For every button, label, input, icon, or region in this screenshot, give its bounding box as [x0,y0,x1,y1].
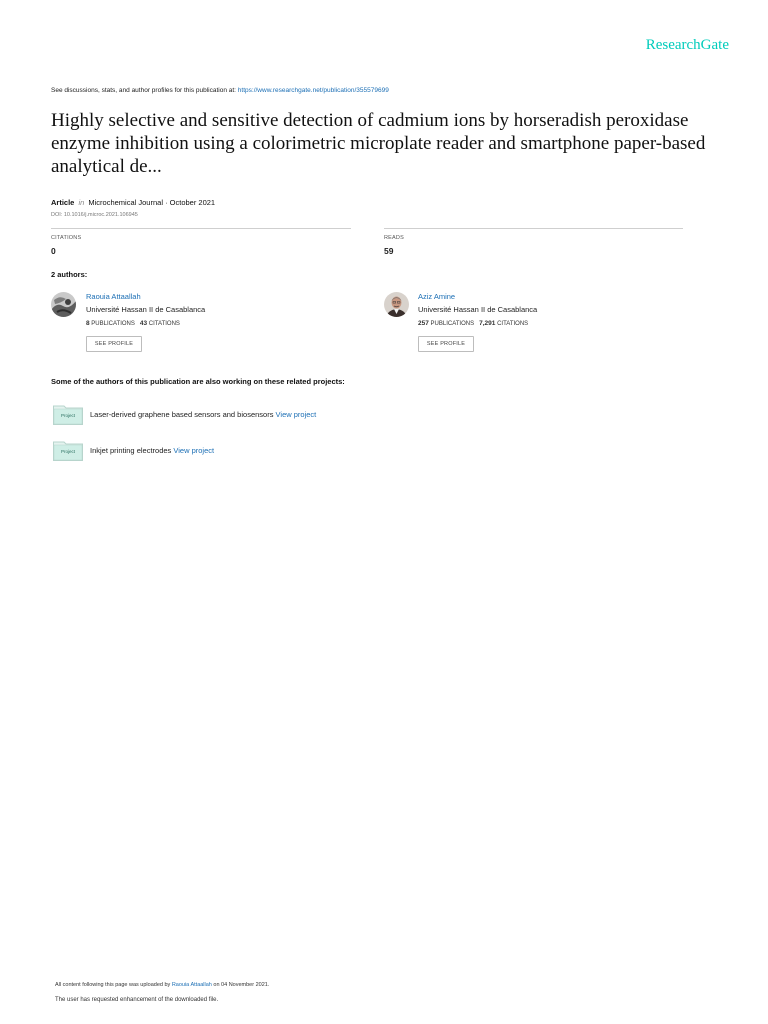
author-stats [418,320,528,327]
project-folder-icon [53,439,83,461]
citations-label: CITATIONS [51,235,82,241]
author-name-link[interactable]: Aziz Amine [418,292,456,301]
see-profile-button[interactable]: SEE PROFILE [418,336,474,352]
citations-value: 0 [51,246,56,256]
project-item [90,410,316,419]
enhancement-note: The user has requested enhancement of the downloaded file. [55,997,219,1003]
author-publications-count: 8 [86,320,90,327]
avatar-photo-icon [51,292,76,317]
author-institution: Université Hassan II de Casablanca [86,305,206,314]
publication-title: Highly selective and sensitive detection of cadmium ions by horseradish peroxidase enzyme inhibition using a colorimetric microplate reader and smartphone paper-based analytical de... [51,110,706,177]
reads-value: 59 [384,246,394,256]
see-profile-button[interactable]: SEE PROFILE [86,336,142,352]
author-publications-count: 257 [418,320,429,327]
upload-suffix: on 04 November 2021. [211,982,270,988]
authors-heading: 2 authors: [51,270,88,279]
citations-divider [51,228,351,229]
in-word: in [78,198,85,207]
view-project-link[interactable]: View project [275,410,317,419]
project-icon-label: Project [60,449,75,454]
journal-date: Microchemical Journal · October 2021 [88,198,216,207]
author-avatar[interactable] [51,292,76,317]
researchgate-logo[interactable]: ResearchGate [645,37,729,53]
author-citations-count: 7,291 [479,320,496,327]
upload-prefix: All content following this page was uploaded by [55,982,172,988]
publication-meta [51,198,215,207]
project-item [90,446,214,455]
doi: DOI: 10.1016/j.microc.2021.106945 [51,212,138,218]
avatar-photo-icon [384,292,409,317]
project-icon-label: Project [60,413,75,418]
uploader-link[interactable]: Raouia Attaallah [171,982,212,988]
reads-divider [384,228,683,229]
author-avatar[interactable] [384,292,409,317]
project-folder-icon [53,403,83,425]
reads-label: READS [384,235,404,241]
upload-note [55,982,269,988]
author-name-link[interactable]: Raouia Attaallah [86,292,141,301]
publication-type: Article [51,198,75,207]
publication-url-link[interactable]: https://www.researchgate.net/publication/355579699 [237,87,389,94]
project-title: Inkjet printing electrodes [90,446,174,455]
author-citations-label: CITATIONS [148,321,180,327]
project-title: Laser-derived graphene based sensors and biosensors [90,410,276,419]
discussion-line [51,87,389,94]
discussion-text: See discussions, stats, and author profiles for this publication at: [51,87,238,94]
author-institution: Université Hassan II de Casablanca [418,305,538,314]
author-citations-count: 43 [139,320,148,327]
related-projects-heading: Some of the authors of this publication are also working on these related projects: [51,377,345,386]
view-project-link[interactable]: View project [173,446,215,455]
author-stats [86,320,180,327]
author-publications-label: PUBLICATIONS [91,321,135,327]
author-citations-label: CITATIONS [497,321,529,327]
author-publications-label: PUBLICATIONS [430,321,475,327]
